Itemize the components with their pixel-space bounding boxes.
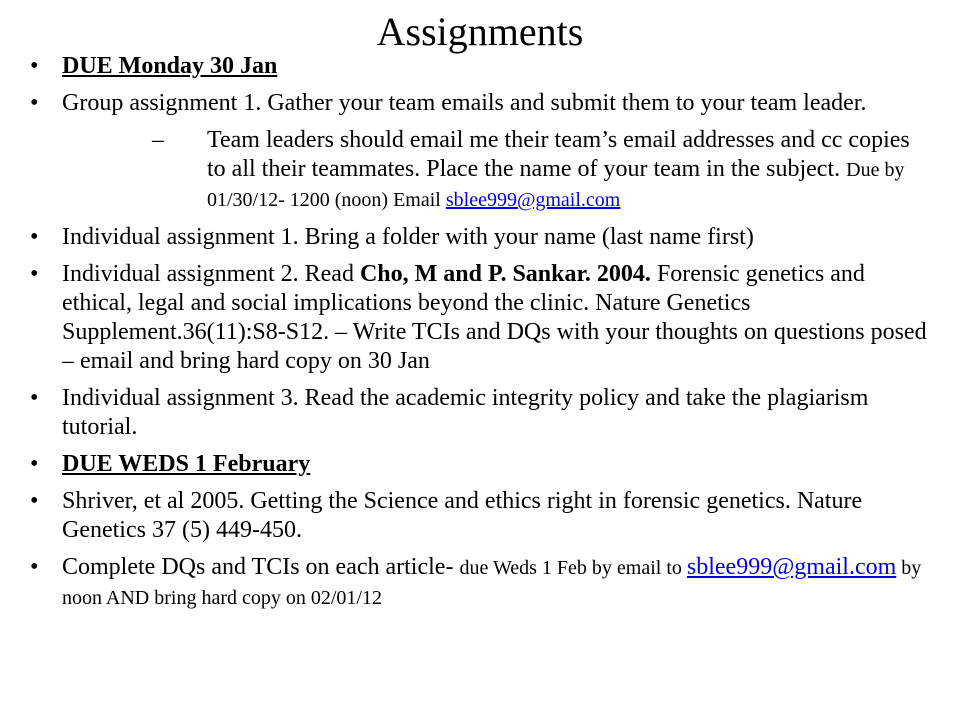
list-item-individual-2: [0, 260, 960, 376]
email-link[interactable]: sblee999@gmail.com: [445, 189, 621, 211]
assignment-list: [0, 52, 960, 621]
bullet-icon: •: [30, 554, 39, 580]
bullet-icon: •: [30, 261, 39, 287]
bullet-icon: •: [30, 451, 39, 477]
list-item-shriver: [0, 487, 960, 545]
individual-assignment-2-rest: Forensic genetics and ethical, legal and social implications beyond the clinic. Nature Genetics Supplement.36(11):S8-S12. – Write TCIs and DQs with your thoughts on questions posed – email and bring hard copy on 30 Jan: [62, 261, 927, 374]
list-item-individual-1: [0, 223, 960, 252]
individual-assignment-1-text: Individual assignment 1. Bring a folder with your name (last name first): [62, 224, 754, 250]
complete-due: due Weds 1 Feb by email to: [459, 557, 687, 579]
list-item-due-monday: [0, 52, 960, 81]
individual-assignment-2-citation: Cho, M and P. Sankar. 2004.: [359, 261, 651, 287]
team-leaders-due: Due by 01/30/12- 1200 (noon) Email: [207, 159, 905, 211]
individual-assignment-3-text: Individual assignment 3. Read the academic integrity policy and take the plagiarism tutorial.: [62, 385, 869, 440]
due-weds-heading: DUE WEDS 1 February: [62, 451, 311, 477]
complete-tail: by noon AND bring hard copy on 02/01/12: [62, 557, 922, 609]
bullet-icon: •: [30, 385, 39, 411]
email-link[interactable]: sblee999@gmail.com: [686, 554, 897, 580]
bullet-icon: •: [30, 224, 39, 250]
dash-icon: –: [152, 127, 164, 153]
bullet-icon: •: [30, 53, 39, 79]
list-item-complete: [0, 553, 960, 613]
list-item-group-assignment-1: [0, 89, 960, 215]
list-item-due-weds: [0, 450, 960, 479]
team-leaders-text: Team leaders should email me their team’s email addresses and cc copies to all their teammates. Place the name of your team in the subject.: [207, 127, 910, 182]
group-assignment-1-text: Group assignment 1. Gather your team emails and submit them to your team leader.: [62, 90, 867, 116]
list-item-individual-3: [0, 384, 960, 442]
slide-title: Assignments: [376, 9, 584, 54]
sub-item-team-leaders: [62, 126, 940, 215]
bullet-icon: •: [30, 488, 39, 514]
individual-assignment-2-prefix: Individual assignment 2. Read: [62, 261, 360, 287]
bullet-icon: •: [30, 90, 39, 116]
shriver-citation-text: Shriver, et al 2005. Getting the Science and ethics right in forensic genetics. Nature Genetics 37 (5) 449-450.: [62, 488, 863, 543]
due-monday-heading: DUE Monday 30 Jan: [62, 53, 278, 79]
complete-text: Complete DQs and TCIs on each article-: [62, 554, 460, 580]
